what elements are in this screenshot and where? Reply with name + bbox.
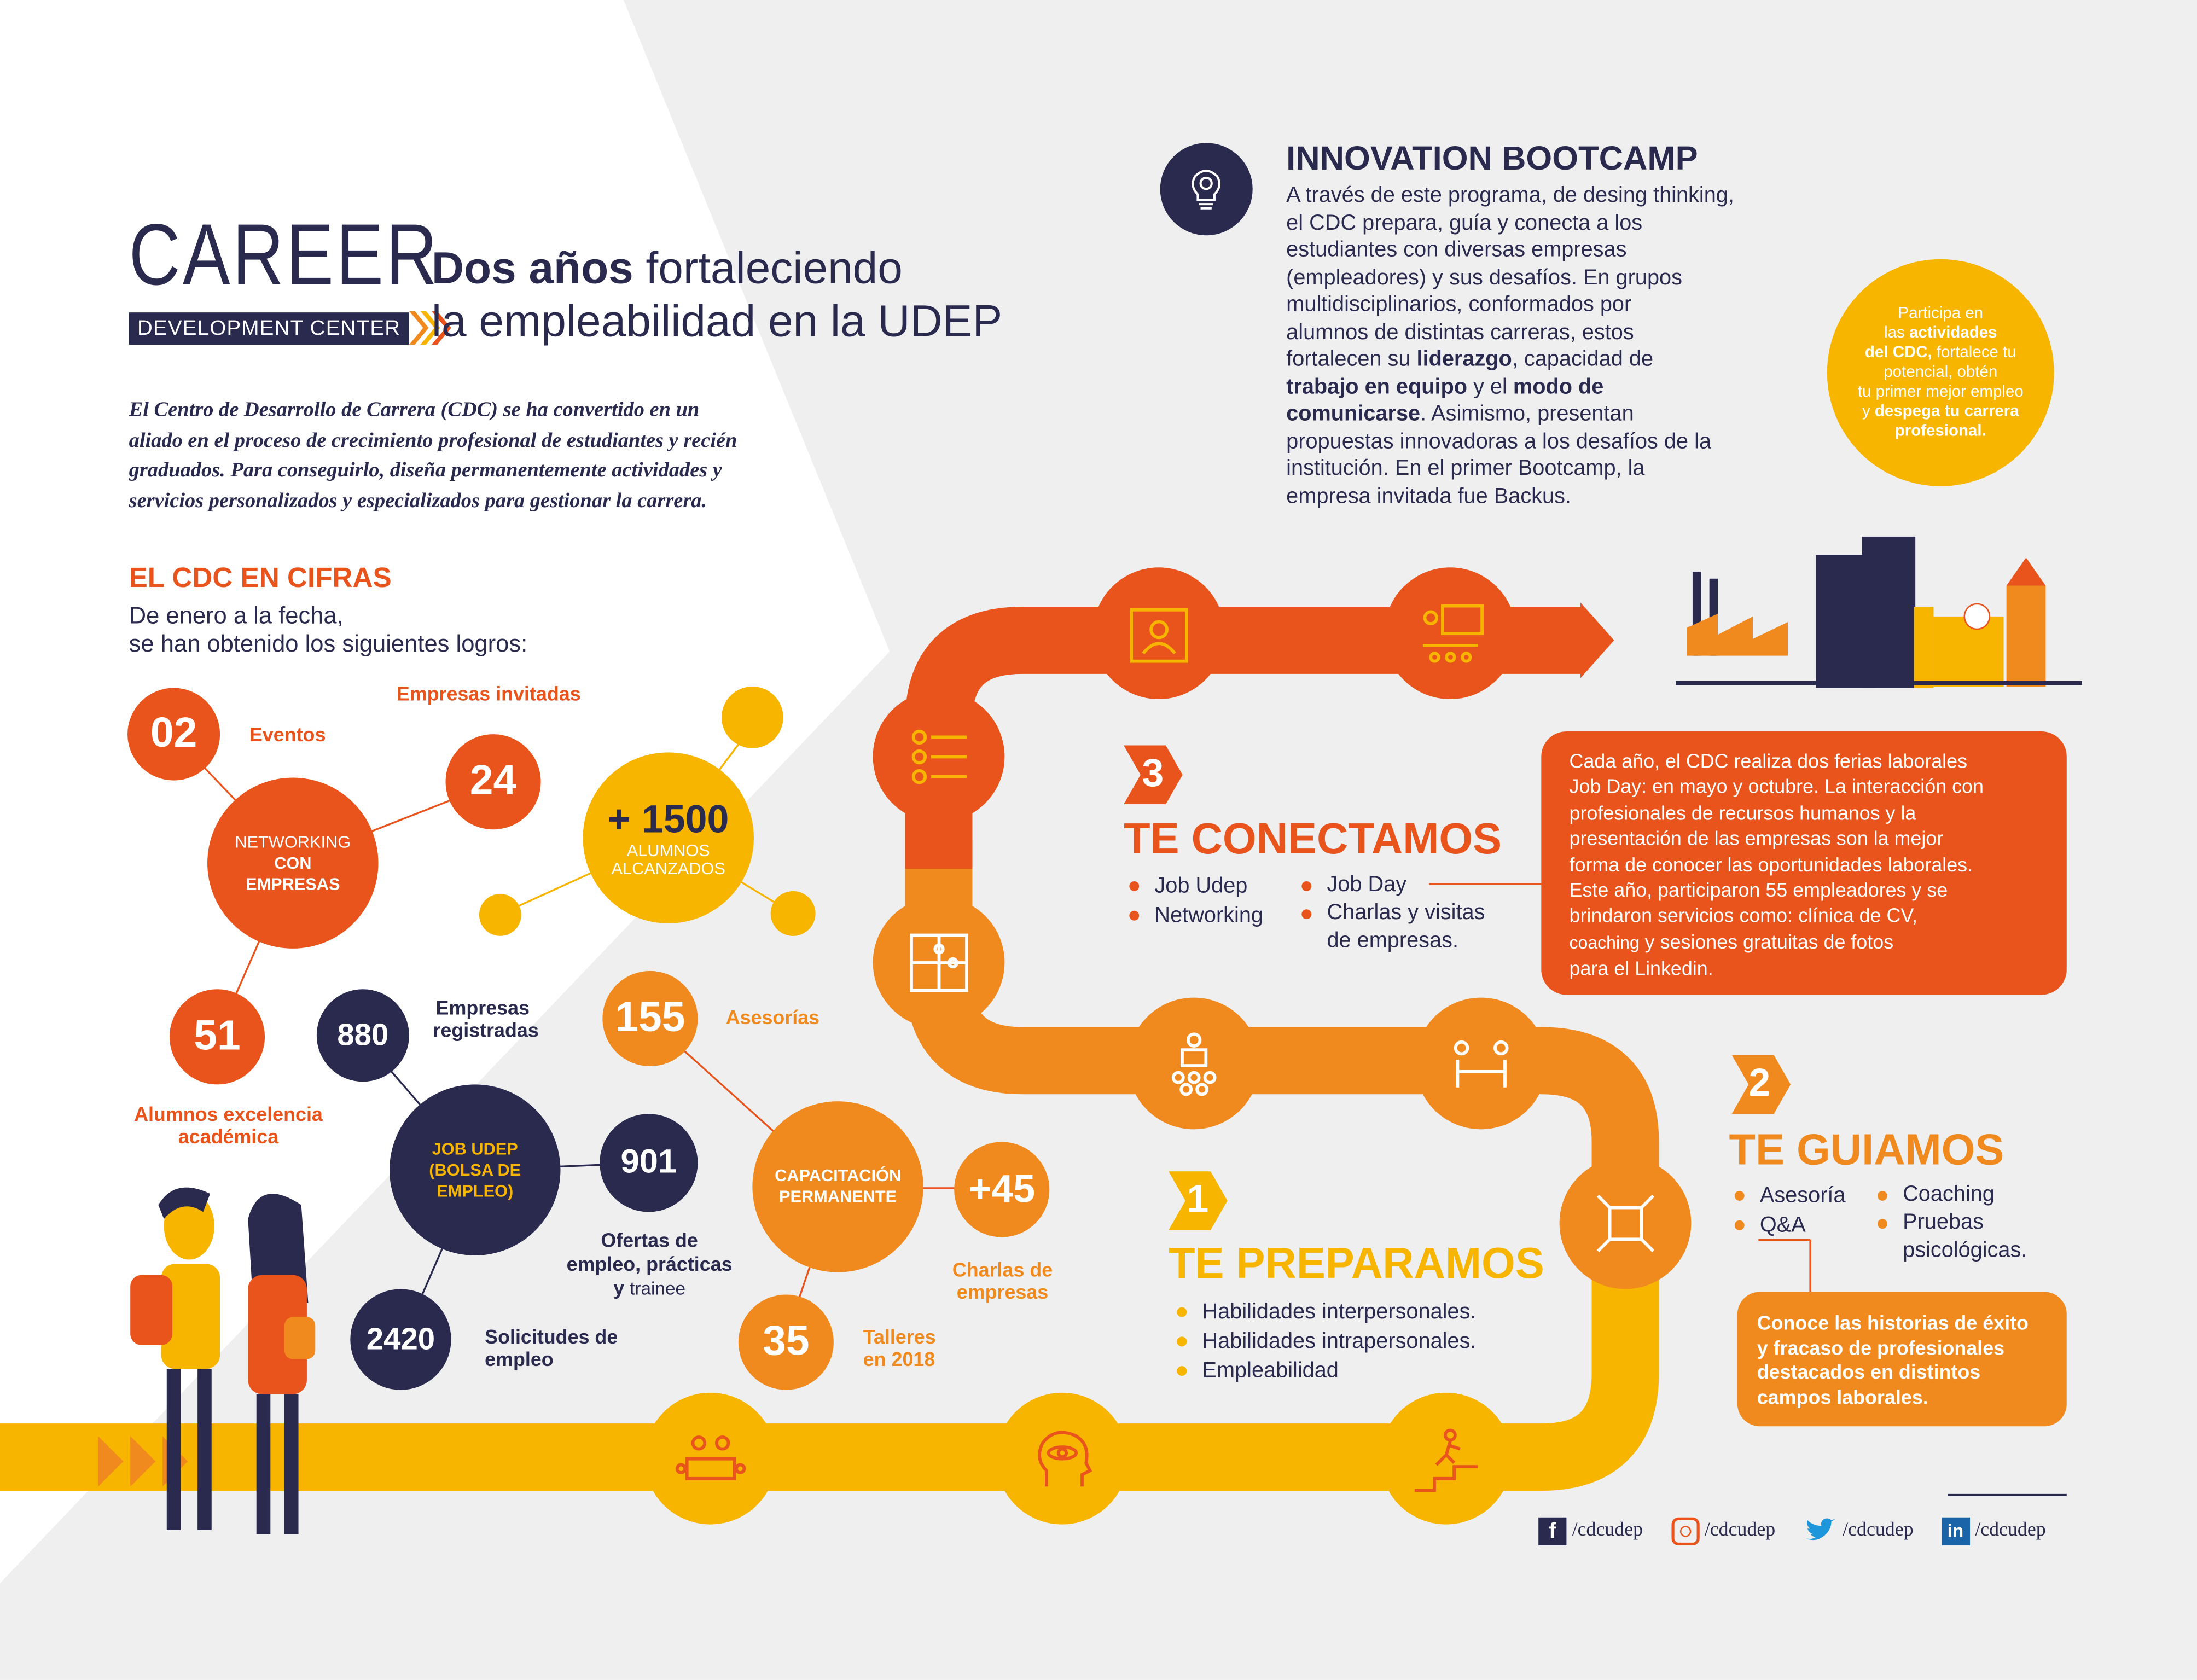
step3-number: 3	[1142, 751, 1164, 795]
participa-line2b: actividades	[1909, 325, 1997, 342]
participa-line3b: fortalece tu	[1932, 345, 2016, 362]
ofertas-circle	[600, 1114, 698, 1212]
checklist-icon	[873, 691, 1005, 823]
cifras-subtitle	[129, 602, 528, 658]
step3-list-col1	[1126, 871, 1263, 931]
bootcamp-line-11: institución. En el primer Bootcamp, la	[1286, 456, 1645, 481]
historias-line-1: Conoce las historias de éxito	[1757, 1311, 2029, 1334]
charlas-label-line2: empresas	[956, 1280, 1049, 1303]
capacitacion-hub	[752, 1101, 923, 1272]
bootcamp-line-7b: liderazgo	[1416, 347, 1512, 371]
bootcamp-line-7c: , capacidad de	[1512, 347, 1654, 371]
talleres-label	[863, 1326, 936, 1370]
speaker-audience-icon	[1128, 998, 1260, 1130]
headline	[432, 241, 1002, 348]
jobudep-hub-line1: JOB UDEP	[432, 1138, 518, 1158]
bootcamp-line-6: alumnos de distintas carreras, estos	[1286, 320, 1634, 344]
step2-item-qa: Q&A	[1732, 1211, 1846, 1240]
ofertas-label-line2: empleo, prácticas	[566, 1252, 733, 1275]
cifras-title: EL CDC EN CIFRAS	[129, 563, 392, 594]
step3-item-networking: Networking	[1126, 901, 1263, 931]
step3-item-job-udep: Job Udep	[1126, 871, 1263, 901]
bootcamp-line-8c: modo de	[1513, 375, 1604, 399]
participa-line6b: despega tu carrera	[1874, 403, 2019, 421]
alcance-circle	[583, 752, 753, 923]
twitter-handle: /cdcudep	[1843, 1520, 1914, 1542]
alumnos-label	[123, 1103, 333, 1148]
step3-item-job-day: Job Day	[1299, 871, 1485, 899]
talleres-circle	[739, 1295, 834, 1390]
social-instagram[interactable]	[1671, 1518, 1775, 1545]
bootcamp-line-9b: . Asimismo, presentan	[1420, 402, 1634, 426]
alumnos-value: 51	[194, 1013, 241, 1060]
registradas-value: 880	[337, 1017, 389, 1053]
asesorias-label: Asesorías	[725, 1005, 820, 1028]
alcance-dot-right	[771, 891, 816, 936]
step3-item-charlas-cont: de empresas.	[1327, 929, 1459, 953]
step2-list-col2	[1875, 1181, 2027, 1265]
jobday-line-8a: coaching	[1569, 933, 1640, 953]
ofertas-label-line1: Ofertas de	[601, 1229, 698, 1252]
solicitudes-label-line2: empleo	[485, 1347, 554, 1370]
bootcamp-line-2: el CDC prepara, guía y conecta a los	[1286, 211, 1643, 235]
teamwork-hands-icon	[1560, 1158, 1692, 1289]
instagram-icon	[1671, 1518, 1699, 1545]
ofertas-label	[541, 1229, 758, 1300]
facebook-icon: f	[1538, 1518, 1566, 1545]
step2-item-coaching: Coaching	[1875, 1181, 2027, 1209]
social-twitter[interactable]	[1803, 1518, 1913, 1545]
step1-number: 1	[1187, 1177, 1209, 1220]
puzzle-icon	[873, 897, 1005, 1028]
logo-career: CAREER	[129, 207, 440, 304]
eventos-value: 02	[150, 710, 197, 757]
participa-line6a: y	[1862, 403, 1875, 421]
headline-line2: la empleabilidad en la UDEP	[431, 295, 1003, 346]
climbing-steps-icon	[1380, 1393, 1512, 1525]
historias-line-4: campos laborales.	[1757, 1385, 1928, 1408]
eventos-circle	[127, 688, 220, 781]
alumnos-label-line1: Alumnos excelencia	[134, 1102, 323, 1125]
historias-line-2: y fracaso de profesionales	[1757, 1336, 2005, 1359]
bootcamp-line-5: multidisciplinarios, conformados por	[1286, 293, 1632, 317]
linkedin-icon: in	[1942, 1518, 1969, 1545]
asesorias-circle	[602, 971, 698, 1066]
bootcamp-line-3: estudiantes con diversas empresas	[1286, 238, 1627, 262]
solicitudes-circle	[350, 1289, 451, 1390]
charlas-label	[936, 1258, 1069, 1303]
jobday-box	[1541, 731, 2066, 995]
logo-development-center: DEVELOPMENT CENTER	[129, 312, 409, 344]
bootcamp-line-7a: fortalecen su	[1286, 347, 1417, 371]
asesorias-value: 155	[615, 995, 685, 1041]
presenter-booth-icon	[1093, 567, 1225, 699]
jobday-line-9: para el Linkedin.	[1569, 957, 1713, 980]
step1-item-interpersonales: Habilidades interpersonales.	[1174, 1298, 1476, 1327]
social-footer	[1538, 1518, 2045, 1545]
alcance-dot-top	[722, 687, 783, 748]
empresas-invitadas-value: 24	[469, 758, 517, 805]
participa-line7: profesional.	[1894, 423, 1986, 440]
bootcamp-text	[1286, 182, 1805, 510]
headline-bold: Dos años	[431, 242, 633, 293]
bootcamp-line-4: (empleadores) y sus desafíos. En grupos	[1286, 265, 1682, 289]
charlas-value: +45	[968, 1167, 1036, 1211]
talleres-label-line1: Talleres	[863, 1325, 936, 1348]
bootcamp-line-12: empresa invitada fue Backus.	[1286, 484, 1571, 508]
jobudep-hub-line2: (BOLSA DE	[429, 1159, 521, 1179]
students-illustration	[119, 1177, 344, 1555]
alcance-label-line1: ALUMNOS	[626, 840, 710, 861]
jobday-line-1: Cada año, el CDC realiza dos ferias laborales	[1569, 749, 1968, 772]
head-atom-icon	[996, 1393, 1128, 1525]
jobday-line-5: forma de conocer las oportunidades laborales.	[1569, 852, 1973, 875]
bootcamp-line-10: propuestas innovadoras a los desafíos de la	[1286, 429, 1712, 454]
alcance-dot-left	[479, 894, 521, 936]
city-skyline-illustration	[1676, 530, 2082, 712]
step1-item-empleabilidad: Empleabilidad	[1174, 1356, 1476, 1386]
solicitudes-label-line1: Solicitudes de	[485, 1325, 618, 1348]
talleres-label-line2: en 2018	[863, 1347, 935, 1370]
step2-item-pruebas: Pruebas	[1875, 1209, 2027, 1237]
facebook-handle: /cdcudep	[1572, 1520, 1643, 1542]
bootcamp-line-8a: trabajo en equipo	[1286, 375, 1468, 399]
lightbulb-gear-icon	[1160, 143, 1253, 235]
linkedin-handle: /cdcudep	[1975, 1520, 2046, 1542]
networking-hub	[207, 777, 378, 948]
ofertas-label-line3b: trainee	[630, 1277, 685, 1299]
registradas-circle	[317, 989, 409, 1082]
networking-hub-line3: EMPRESAS	[246, 873, 340, 893]
historias-line-3: destacados en distintos	[1757, 1360, 1981, 1383]
empresas-invitadas-label: Empresas invitadas	[396, 682, 581, 705]
social-facebook[interactable]	[1538, 1518, 1643, 1545]
jobday-line-3: profesionales de recursos humanos y la	[1569, 801, 1916, 824]
participa-line5: tu primer mejor empleo	[1857, 383, 2024, 401]
headline-rest: fortaleciendo	[633, 242, 903, 293]
step1-list	[1174, 1298, 1476, 1386]
twitter-icon	[1803, 1518, 1836, 1545]
jobudep-hub	[390, 1084, 560, 1255]
capacitacion-hub-line2: PERMANENTE	[778, 1187, 897, 1207]
networking-hub-line2: CON	[274, 852, 312, 873]
participa-line2a: las	[1884, 325, 1909, 342]
jobday-line-8b: y sesiones gratuitas de fotos	[1639, 930, 1894, 953]
alcance-value: + 1500	[608, 797, 729, 841]
step1-title: TE PREPARAMOS	[1169, 1239, 1544, 1288]
bootcamp-line-8b: y el	[1467, 375, 1513, 399]
talleres-value: 35	[763, 1318, 810, 1365]
ofertas-value: 901	[620, 1143, 677, 1182]
participa-circle	[1827, 259, 2054, 486]
registradas-label-line2: registradas	[433, 1018, 539, 1041]
historias-box	[1737, 1292, 2067, 1426]
eventos-label: Eventos	[249, 723, 326, 746]
step3-list-col2	[1299, 871, 1485, 956]
cifras-subtitle-line1: De enero a la fecha,	[129, 602, 344, 629]
networking-hub-line1: NETWORKING	[235, 832, 351, 851]
empresas-invitadas-circle	[445, 734, 540, 829]
participa-line4: potencial, obtén	[1884, 364, 1998, 381]
bootcamp-title: INNOVATION BOOTCAMP	[1286, 140, 1698, 178]
charlas-label-line1: Charlas de	[952, 1258, 1053, 1281]
bootcamp-line-9a: comunicarse	[1286, 402, 1421, 426]
step2-title: TE GUIAMOS	[1729, 1125, 2004, 1175]
step3-item-charlas: Charlas y visitas	[1299, 899, 1485, 927]
registradas-label-line1: Empresas	[435, 996, 530, 1019]
interview-icon	[1415, 998, 1547, 1130]
registradas-label	[433, 996, 538, 1041]
charlas-circle	[954, 1142, 1049, 1237]
step2-list-col1	[1732, 1181, 1846, 1240]
alumnos-label-line2: académica	[178, 1125, 279, 1148]
participa-line1: Participa en	[1898, 305, 1984, 323]
step1-item-intrapersonales: Habilidades intrapersonales.	[1174, 1327, 1476, 1356]
alumnos-circle	[170, 989, 265, 1084]
bootcamp-line-1: A través de este programa, de desing thinking,	[1286, 183, 1734, 208]
meeting-presentation-icon	[1384, 567, 1516, 699]
capacitacion-hub-line1: CAPACITACIÓN	[775, 1165, 902, 1185]
group-meeting-icon	[644, 1393, 776, 1525]
solicitudes-label	[485, 1326, 618, 1370]
instagram-handle: /cdcudep	[1704, 1520, 1776, 1542]
step2-number: 2	[1748, 1060, 1771, 1105]
solicitudes-value: 2420	[366, 1321, 435, 1357]
jobday-line-2: Job Day: en mayo y octubre. La interacción con	[1569, 775, 1984, 798]
cifras-subtitle-line2: se han obtenido los siguientes logros:	[129, 630, 528, 658]
step3-title: TE CONECTAMOS	[1124, 814, 1502, 863]
participa-line3a: del CDC,	[1864, 345, 1932, 362]
social-linkedin[interactable]	[1942, 1518, 2046, 1545]
jobday-line-7: brindaron servicios como: clínica de CV,	[1569, 904, 1918, 927]
jobday-line-4: presentación de las empresas son la mejor	[1569, 827, 1944, 850]
step2-item-asesoria: Asesoría	[1732, 1181, 1846, 1211]
step2-item-pruebas-cont: psicológicas.	[1903, 1239, 2027, 1263]
intro-paragraph: El Centro de Desarrollo de Carrera (CDC) se ha convertido en un aliado en el proceso de crecimiento profesional de estudiantes y recién graduados. Para conseguirlo, diseña permanentemente actividades y servicios personalizados y especializados para gestionar la carrera.	[129, 399, 737, 513]
jobudep-hub-line3: EMPLEO)	[437, 1180, 514, 1200]
alcance-label-line2: ALCANZADOS	[611, 859, 725, 879]
jobday-line-6: Este año, participaron 55 empleadores y se	[1569, 878, 1948, 901]
ofertas-label-line3a: y	[613, 1276, 630, 1299]
